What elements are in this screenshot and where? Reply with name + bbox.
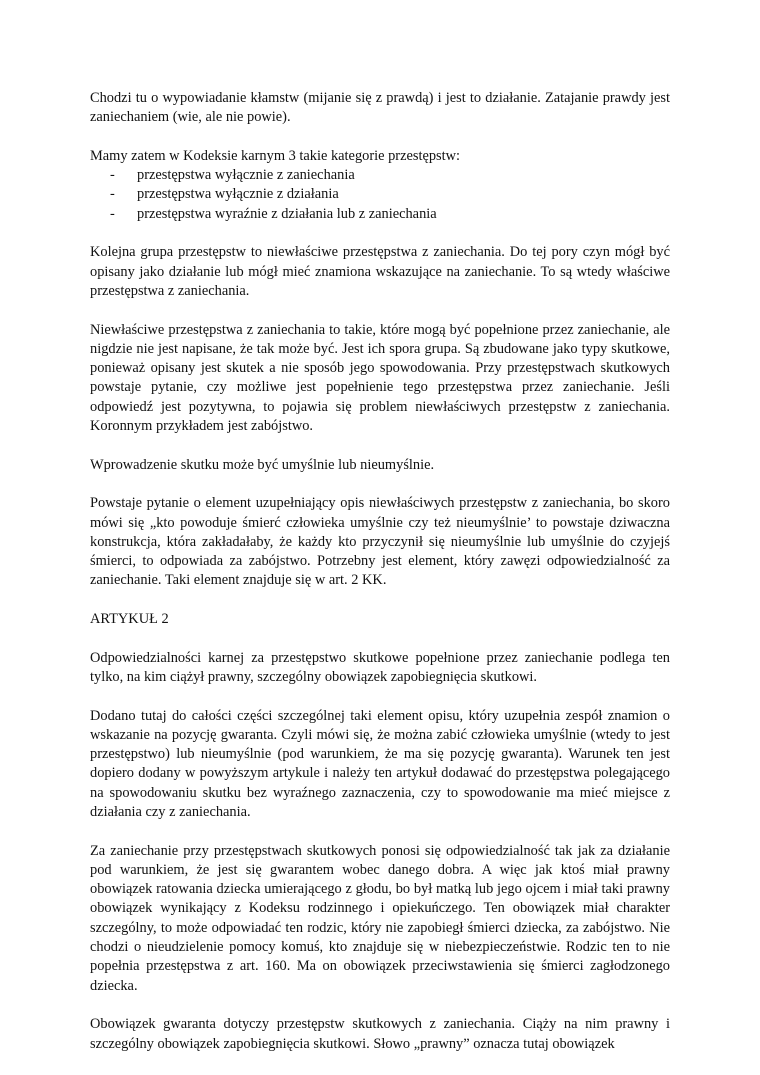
dash-bullet: - [110, 205, 115, 222]
document-page [90, 89, 670, 1073]
paragraph-complementary-element: Powstaje pytanie o element uzupełniający opis niewłaściwych przestępstw z zaniechania, bo skoro mówi się „kto powoduje śmierć człowieka umyślnie czy też nieumyślnie’ to powstaje dziwaczna konstrukcja, która zakładałaby, że każdy kto przyczynił się nieumyślnie lub umyślnie do czyjejś śmierci, to odpowiada za zabójstwo. Potrzebny jest element, który zawęzi odpowiedzialność za zaniechanie. Taki element znajduje się w art. 2 KK. [90, 495, 670, 589]
paragraph-guarantor-example: Za zaniechanie przy przestępstwach skutkowych ponosi się odpowiedzialność tak jak za działanie pod warunkiem, że jest się gwarantem wobec danego dobra. A więc jak ktoś miał prawny obowiązek ratowania dziecka umierającego z głodu, bo był matką lub jego ojcem i miał taki prawny obowiązek wynikający z Kodeksu rodzinnego i opiekuńczego. Ten obowiązek miał charakter szczególny, to może odpowiadać ten rodzic, który nie zapobiegł śmierci dziecka, za zabójstwo. Nie chodzi o nieudzielenie pomocy komuś, kto znajduje się w niebezpieczeństwie. Rodzic ten to nie popełnia przestępstwa z art. 160. Ma on obowiązek przeciwstawienia się śmierci zagłodzonego dziecka. [90, 842, 670, 994]
dash-bullet: - [110, 186, 115, 203]
list-item-text: przestępstwa wyłącznie z zaniechania [137, 167, 355, 184]
list-item [90, 185, 670, 204]
paragraph-lying-vs-concealment: Chodzi tu o wypowiadanie kłamstw (mijanie się z prawdą) i jest to działanie. Zatajanie prawdy jest zaniechaniem (wie, ale nie powie). [90, 90, 670, 126]
section-heading: ARTYKUŁ 2 [90, 611, 169, 628]
list-item [90, 166, 670, 185]
paragraph-intent: Wprowadzenie skutku może być umyślnie lub nieumyślnie. [90, 456, 435, 473]
offence-categories-list [90, 166, 670, 224]
list-item-text: przestępstwa wyłącznie z działania [137, 186, 339, 203]
list-item-text: przestępstwa wyraźnie z działania lub z zaniechania [137, 205, 437, 222]
paragraph-categories-intro: Mamy zatem w Kodeksie karnym 3 takie kategorie przestępstw: [90, 147, 461, 164]
paragraph-article-2-text: Odpowiedzialności karnej za przestępstwo skutkowe popełnione przez zaniechanie podlega ten tylko, na kim ciążył prawny, szczególny obowiązek zapobiegnięcia skutkowi. [90, 649, 670, 685]
paragraph-guarantor-position: Dodano tutaj do całości części szczególnej taki element opisu, który uzupełnia zespół znamion o wskazanie na pozycję gwaranta. Czyli mówi się, że można zabić człowieka umyślnie (wtedy to jest przestępstwo) lub nieumyślnie (pod warunkiem, że ma się pozycję gwaranta). Warunek ten jest dopiero dodany w powyższym artykule i należy ten artykuł dodawać do przestępstwa polegającego na spowodowaniu skutku bez wyraźnego zaznaczenia, czy to spowodowanie ma mieć miejsce z działania czy z zaniechania. [90, 707, 670, 820]
paragraph-improper-omission-definition: Niewłaściwe przestępstwa z zaniechania to takie, które mogą być popełnione przez zaniechanie, ale nigdzie nie jest napisane, że tak może być. Jest ich spora grupa. Są zbudowane jako typy skutkowe, ponieważ opisany jest skutek a nie sposób jego spowodowania. Przy przestępstwach skutkowych powstaje pytanie, czy możliwe jest popełnienie tego przestępstwa przez zaniechanie. Jeśli odpowiedź jest pozytywna, to pojawia się problem niewłaściwych przestępstw z zaniechania. Koronnym przykładem jest zabójstwo. [90, 321, 670, 435]
paragraph-guarantor-duty: Obowiązek gwaranta dotyczy przestępstw skutkowych z zaniechania. Ciąży na nim prawny i szczególny obowiązek zapobiegnięcia skutkowi. Słowo „prawny” oznacza tutaj obowiązek [90, 1016, 670, 1052]
list-item [90, 205, 670, 224]
dash-bullet: - [110, 167, 115, 184]
paragraph-improper-omission-intro: Kolejna grupa przestępstw to niewłaściwe przestępstwa z zaniechania. Do tej pory czyn mógł być opisany jako działanie lub mógł mieć znamiona wskazujące na zaniechanie. To są wtedy właściwe przestępstwa z zaniechania. [90, 244, 670, 299]
